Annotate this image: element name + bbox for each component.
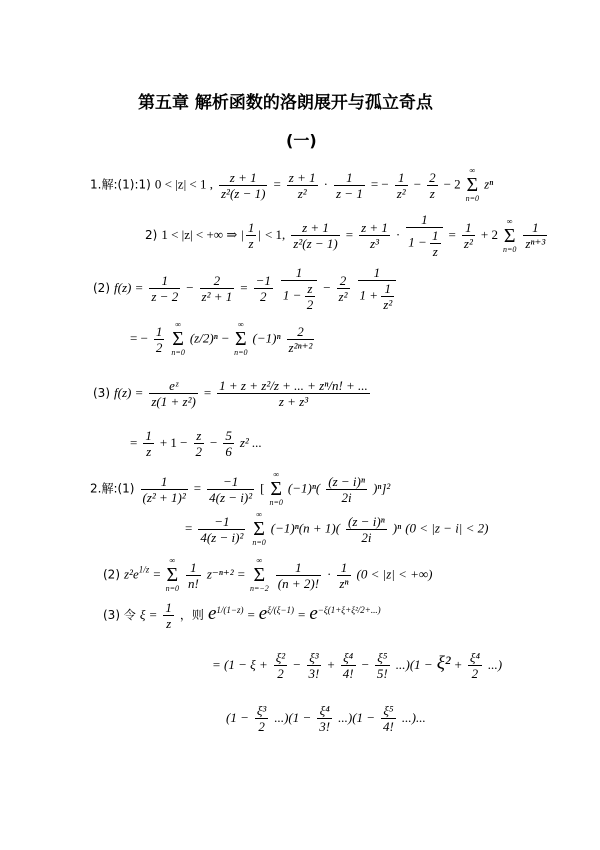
fraction: $\frac{1}{\text{z²}}$ bbox=[396, 169, 406, 201]
fraction: $\frac{\text{ξ³}}{3!}$ bbox=[308, 650, 320, 681]
fraction: $\frac{-1}{\text{4(z − i)²}}$ bbox=[200, 513, 244, 545]
fraction: $\frac{\text{ξ⁴}}{2}$ bbox=[469, 650, 480, 681]
fraction: $\frac{1}{\text{zⁿ⁺³}}$ bbox=[525, 220, 546, 251]
fraction: $\frac{z + 1}{\text{z²}}$ bbox=[288, 169, 316, 201]
fraction: $\frac{\text{ξ⁴}}{4!}$ bbox=[342, 650, 354, 681]
fraction: $\frac{-1}{\text{4(z − i)²}}$ bbox=[209, 473, 253, 505]
summation-sign: ∞ Σ n=0 bbox=[465, 166, 480, 203]
summation-sign: ∞ Σ n=0 bbox=[171, 320, 185, 357]
problem-q2-part-1-line-2: = $\frac{-1}{\text{4(z − i)²}}$ ∞ Σ n=0 (−1)ⁿ(n + 1)( $\frac{\text{(z − i)ⁿ}}{2i}$ )ⁿ (0 < |z − i| < 2) bbox=[185, 510, 489, 547]
fraction: 1 1 − $\frac{z}{2}$ bbox=[281, 265, 317, 312]
summation-sign: ∞ Σ n=−2 bbox=[249, 556, 269, 593]
convergence-condition: (0 < |z − i| < 2) bbox=[405, 520, 489, 536]
fraction: $\frac{1}{z}$ bbox=[165, 600, 172, 631]
fraction: $\frac{1}{n!}$ bbox=[188, 559, 199, 591]
fraction: $\frac{5}{6}$ bbox=[225, 428, 232, 459]
fraction: $\frac{1}{z - 2}$ bbox=[151, 273, 179, 304]
problem-2-line-1: (2) f(z) = $\frac{1}{z - 2}$ − $\frac{2}{\text{z² + 1}}$ = $\frac{-1}{2}$ 1 1 − $\frac{z}{2}$ − $\frac{2}{\text{z²}}$ 1 1 + $\frac{1}{\text{z²}}$ bbox=[93, 265, 398, 312]
fraction: $\frac{2}{\text{z²}}$ bbox=[338, 273, 348, 304]
summation-sign: ∞ Σ n=0 bbox=[252, 510, 266, 547]
convergence-condition: (0 < |z| < +∞) bbox=[356, 566, 433, 582]
fraction: $\frac{1}{2}$ bbox=[155, 323, 163, 355]
problem-3-line-2: = $\frac{1}{z}$ + 1 − $\frac{z}{2}$ − $\frac{5}{6}$ z² ... bbox=[130, 428, 262, 459]
fraction: $\frac{1}{z}$ bbox=[247, 220, 255, 251]
fraction: $\frac{1}{\text{z²}}$ bbox=[463, 220, 473, 251]
summation-sign: ∞ Σ n=0 bbox=[234, 320, 248, 357]
domain-condition: 0 < |z| < 1 , bbox=[154, 176, 213, 192]
fraction: 1 1 + $\frac{1}{\text{z²}}$ bbox=[358, 265, 397, 312]
problem-q2-part-3-line-2: = (1 − ξ + $\frac{\text{ξ²}}{2}$ − $\frac{\text{ξ³}}{3!}$ + $\frac{\text{ξ⁴}}{4!}$ − $\frac{\text{ξ⁵}}{5!}$ ...)(1 − ξ² + $\frac{\text{ξ⁴}}{2}$ ...) bbox=[212, 650, 503, 681]
problem-1-part-2: 2) 1 < |z| < +∞ ⇒ | $\frac{1}{z}$ | < 1, $\frac{z + 1}{\text{z²(z − 1)}}$ = $\frac{z + 1}{\text{z³}}$ · 1 1 − $\frac{1}{z}$ = $\frac{1}{\text{z²}}$ + 2 ∞ Σ n=0 $\frac{1}{\text{zⁿ⁺³}}$ bbox=[145, 212, 546, 259]
problem-label: (2) bbox=[93, 281, 110, 296]
problem-q2-part-3-line-3: (1 − $\frac{\text{ξ³}}{2}$ ...)(1 − $\frac{\text{ξ⁴}}{3!}$ ...)(1 − $\frac{\text{ξ⁵}}{4!}$ ...)... bbox=[226, 703, 426, 734]
fraction: $\frac{z + 1}{\text{z²(z − 1)}}$ bbox=[221, 169, 266, 201]
fraction: $\frac{2}{\text{z²ⁿ⁺²}}$ bbox=[288, 323, 313, 355]
fraction: $\frac{1}{(n + 2)!}$ bbox=[277, 559, 320, 591]
fraction: $\frac{2}{\text{z² + 1}}$ bbox=[201, 273, 233, 304]
fraction: $\frac{1}{\text{zⁿ}}$ bbox=[339, 559, 349, 591]
problem-q2-part-2: (2) $z^2e^{1/z}$ = ∞ Σ n=0 $\frac{1}{n!}$ z⁻ⁿ⁺² = ∞ Σ n=−2 $\frac{1}{(n + 2)!}$ · $\frac{1}{\text{zⁿ}}$ (0 < |z| < +∞) bbox=[103, 556, 433, 593]
fraction: 1 1 − $\frac{1}{z}$ bbox=[406, 212, 442, 259]
fraction: $\frac{\text{eᶻ}}{\text{z(1 + z²)}}$ bbox=[151, 378, 196, 409]
fraction: $\frac{1}{z - 1}$ bbox=[335, 169, 363, 201]
fraction: $\frac{\text{ξ⁴}}{3!}$ bbox=[319, 703, 331, 734]
summation-sign: ∞ Σ n=0 bbox=[269, 470, 283, 507]
fraction: $\frac{-1}{2}$ bbox=[255, 273, 271, 304]
fraction: $\frac{\text{1 + z + z²/z + ... + zⁿ/n! + ...}}{\text{z + z³}}$ bbox=[219, 378, 368, 409]
problem-q2-part-1-line-1: 2.解:(1) $\frac{1}{\text{(z² + 1)²}}$ = $\frac{-1}{\text{4(z − i)²}}$ [ ∞ Σ n=0 (−1)ⁿ( $\frac{\text{(z − i)ⁿ}}{2i}$ )ⁿ]² bbox=[90, 470, 391, 507]
page-title: 第五章 解析函数的洛朗展开与孤立奇点 bbox=[138, 93, 433, 113]
fraction: $\frac{1}{z}$ bbox=[145, 428, 152, 459]
fraction: $\frac{\text{ξ²}}{2}$ bbox=[275, 650, 286, 681]
fraction: $\frac{z + 1}{\text{z³}}$ bbox=[361, 220, 388, 251]
fraction: $\frac{\text{(z − i)ⁿ}}{2i}$ bbox=[348, 513, 385, 545]
problem-label: 1.解:(1):1) bbox=[90, 177, 151, 192]
fraction: $\frac{z + 1}{\text{z²(z − 1)}}$ bbox=[293, 220, 338, 251]
problem-label: (2) bbox=[103, 567, 120, 582]
problem-label: (3) bbox=[93, 386, 110, 401]
fraction: $\frac{\text{ξ⁵}}{5!}$ bbox=[376, 650, 388, 681]
fraction: $\frac{\text{(z − i)ⁿ}}{2i}$ bbox=[328, 473, 365, 505]
domain-condition: 1 < |z| < +∞ ⇒ bbox=[161, 227, 238, 243]
section-heading: (一) bbox=[286, 131, 317, 150]
problem-label: 2.解:(1) bbox=[90, 481, 135, 496]
problem-2-line-2: = − $\frac{1}{2}$ ∞ Σ n=0 (z/2)ⁿ − ∞ Σ n=0 (−1)ⁿ $\frac{2}{\text{z²ⁿ⁺²}}$ bbox=[130, 320, 313, 357]
problem-label: (3) 令 bbox=[103, 608, 136, 623]
fraction: $\frac{1}{\text{(z² + 1)²}}$ bbox=[142, 473, 186, 505]
summation-sign: ∞ Σ n=0 bbox=[502, 216, 517, 254]
fraction: $\frac{\text{ξ⁵}}{4!}$ bbox=[383, 703, 394, 734]
problem-1-part-1: 1.解:(1):1) 0 < |z| < 1 , $\frac{z + 1}{\text{z²(z − 1)}}$ = $\frac{z + 1}{\text{z²}}$ · $\frac{1}{z - 1}$ = − $\frac{1}{\text{z²}}$ − $\frac{2}{z}$ − 2 ∞ Σ n=0 zⁿ bbox=[90, 166, 494, 203]
problem-q2-part-3-line-1: (3) 令 ξ = $\frac{1}{z}$ ，则 $e^{1/(1-z)} = e^{\xi/(\xi-1)} = e^{-\xi(1+\xi+\xi^2/2+...)}$ bbox=[103, 600, 381, 631]
problem-3-line-1: (3) f(z) = $\frac{\text{eᶻ}}{\text{z(1 + z²)}}$ = $\frac{\text{1 + z + z²/z + ... + zⁿ/n! + ...}}{\text{z + z³}}$ bbox=[93, 378, 368, 409]
summation-sign: ∞ Σ n=0 bbox=[165, 556, 179, 593]
fraction: $\frac{\text{ξ³}}{2}$ bbox=[256, 703, 267, 734]
problem-label: 2) bbox=[145, 228, 158, 243]
fraction: $\frac{z}{2}$ bbox=[195, 428, 203, 459]
fraction: $\frac{2}{z}$ bbox=[429, 169, 436, 201]
